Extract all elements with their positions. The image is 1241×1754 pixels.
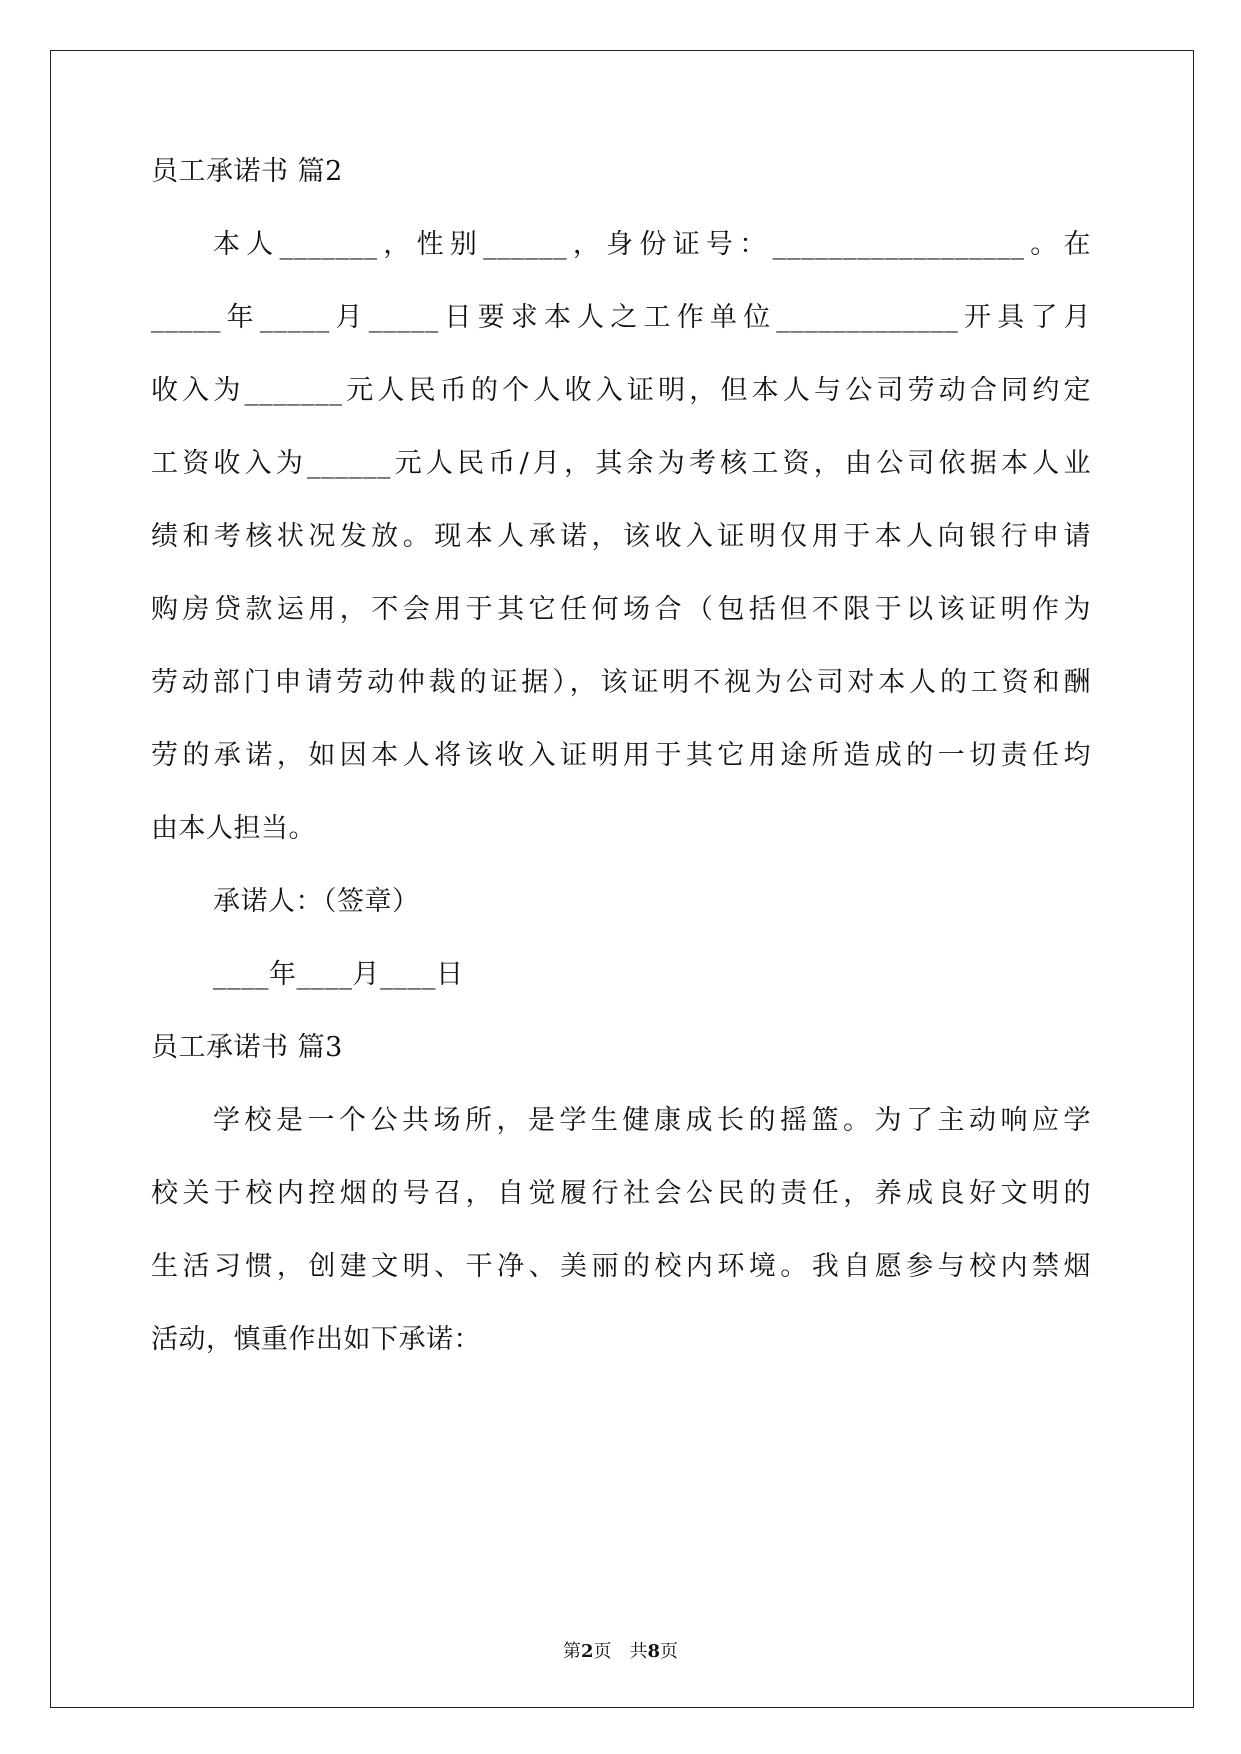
paragraph-line: 工资收入为______元人民币/月，其余为考核工资，由公司依据本人业 (151, 448, 1091, 479)
paragraph-line: 本人_______，性别______，身份证号：__________________。在 (213, 229, 1091, 260)
page-current: 2 (580, 1641, 594, 1662)
paragraph-line: 生活习惯，创建文明、干净、美丽的校内环境。我自愿参与校内禁烟 (151, 1251, 1091, 1282)
paragraph-line: 校关于校内控烟的号召，自觉履行社会公民的责任，养成良好文明的 (151, 1178, 1091, 1209)
section2-title: 员工承诺书 篇2 (151, 156, 343, 187)
paragraph-line: 绩和考核状况发放。现本人承诺，该收入证明仅用于本人向银行申请 (151, 521, 1091, 552)
page-footer (0, 1640, 1241, 1664)
paragraph-line: 活动，慎重作出如下承诺： (151, 1324, 481, 1355)
page-prefix: 第 (562, 1641, 581, 1662)
paragraph-line: 劳动部门申请劳动仲裁的证据），该证明不视为公司对本人的工资和酬 (151, 667, 1091, 698)
page-mid: 页 共 (593, 1641, 648, 1662)
date-line: ____年____月____日 (213, 959, 464, 990)
paragraph-line: 购房贷款运用，不会用于其它任何场合（包括但不限于以该证明作为 (151, 594, 1091, 625)
paragraph-line: _____年_____月_____日要求本人之工作单位_____________开具了月 (151, 302, 1091, 333)
signature-line: 承诺人：（签章） (213, 886, 420, 917)
paragraph-line: 学校是一个公共场所，是学生健康成长的摇篮。为了主动响应学 (213, 1105, 1091, 1136)
section3-title: 员工承诺书 篇3 (151, 1032, 343, 1063)
page-total: 8 (647, 1641, 661, 1662)
paragraph-line: 收入为_______元人民币的个人收入证明，但本人与公司劳动合同约定 (151, 375, 1091, 406)
page-suffix: 页 (660, 1641, 679, 1662)
paragraph-line: 由本人担当。 (151, 813, 316, 844)
paragraph-line: 劳的承诺，如因本人将该收入证明用于其它用途所造成的一切责任均 (151, 740, 1091, 771)
